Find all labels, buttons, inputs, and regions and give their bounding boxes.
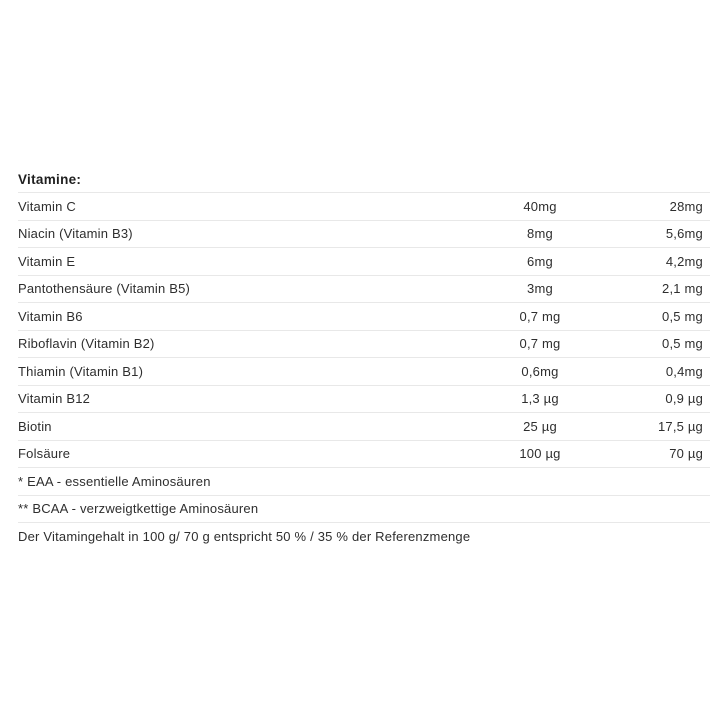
- footnote-line: * EAA - essentielle Aminosäuren: [18, 468, 710, 496]
- row-value-col2: 4,2mg: [665, 253, 703, 269]
- table-row: [18, 276, 710, 304]
- row-value-col1: 8mg: [527, 226, 553, 242]
- footnote-line: Der Vitamingehalt in 100 g/ 70 g entspricht 50 % / 35 % der Referenzmenge: [18, 528, 471, 544]
- row-value-col1: 0,7 mg: [519, 336, 561, 352]
- row-label: Folsäure: [18, 446, 71, 462]
- row-value-col1: 0,6mg: [521, 363, 559, 379]
- table-row: [18, 303, 710, 331]
- row-value-col2: 17,5 µg: [657, 418, 703, 434]
- vitamin-table: [18, 166, 710, 550]
- row-label: Vitamin C: [18, 198, 76, 214]
- table-row: [18, 221, 710, 249]
- table-footnotes: [18, 468, 710, 550]
- row-label: Vitamin B6: [18, 308, 83, 324]
- row-value-col1: 0,7 mg: [519, 308, 561, 324]
- table-body: [18, 193, 710, 468]
- row-label: Riboflavin (Vitamin B2): [18, 336, 155, 352]
- row-label: Niacin (Vitamin B3): [18, 226, 133, 242]
- table-row: [18, 331, 710, 359]
- row-value-col1: 100 µg: [519, 446, 561, 462]
- row-label: Vitamin B12: [18, 391, 91, 407]
- table-row: [18, 193, 710, 221]
- row-label: Pantothensäure (Vitamin B5): [18, 281, 191, 297]
- row-value-col1: 6mg: [527, 253, 553, 269]
- row-value-col1: 1,3 µg: [521, 391, 559, 407]
- row-value-col2: 0,4mg: [665, 363, 703, 379]
- row-value-col2: 0,5 mg: [662, 308, 703, 324]
- footnote-line: ** BCAA - verzweigtkettige Aminosäuren: [18, 496, 710, 524]
- row-value-col2: 0,5 mg: [662, 336, 703, 352]
- row-label: Vitamin E: [18, 253, 76, 269]
- row-value-col1: 3mg: [527, 281, 553, 297]
- row-label: Thiamin (Vitamin B1): [18, 363, 144, 379]
- table-row: [18, 413, 710, 441]
- table-row: [18, 248, 710, 276]
- row-value-col2: 28mg: [669, 198, 703, 214]
- table-row: [18, 441, 710, 469]
- row-value-col2: 70 µg: [669, 446, 703, 462]
- row-value-col1: 40mg: [523, 198, 557, 214]
- table-row: [18, 358, 710, 386]
- row-value-col2: 2,1 mg: [662, 281, 703, 297]
- row-value-col1: 25 µg: [523, 418, 557, 434]
- table-title: Vitamine:: [18, 166, 710, 193]
- row-value-col2: 5,6mg: [665, 226, 703, 242]
- row-label: Biotin: [18, 418, 52, 434]
- row-value-col2: 0,9 µg: [665, 391, 703, 407]
- table-row: [18, 386, 710, 414]
